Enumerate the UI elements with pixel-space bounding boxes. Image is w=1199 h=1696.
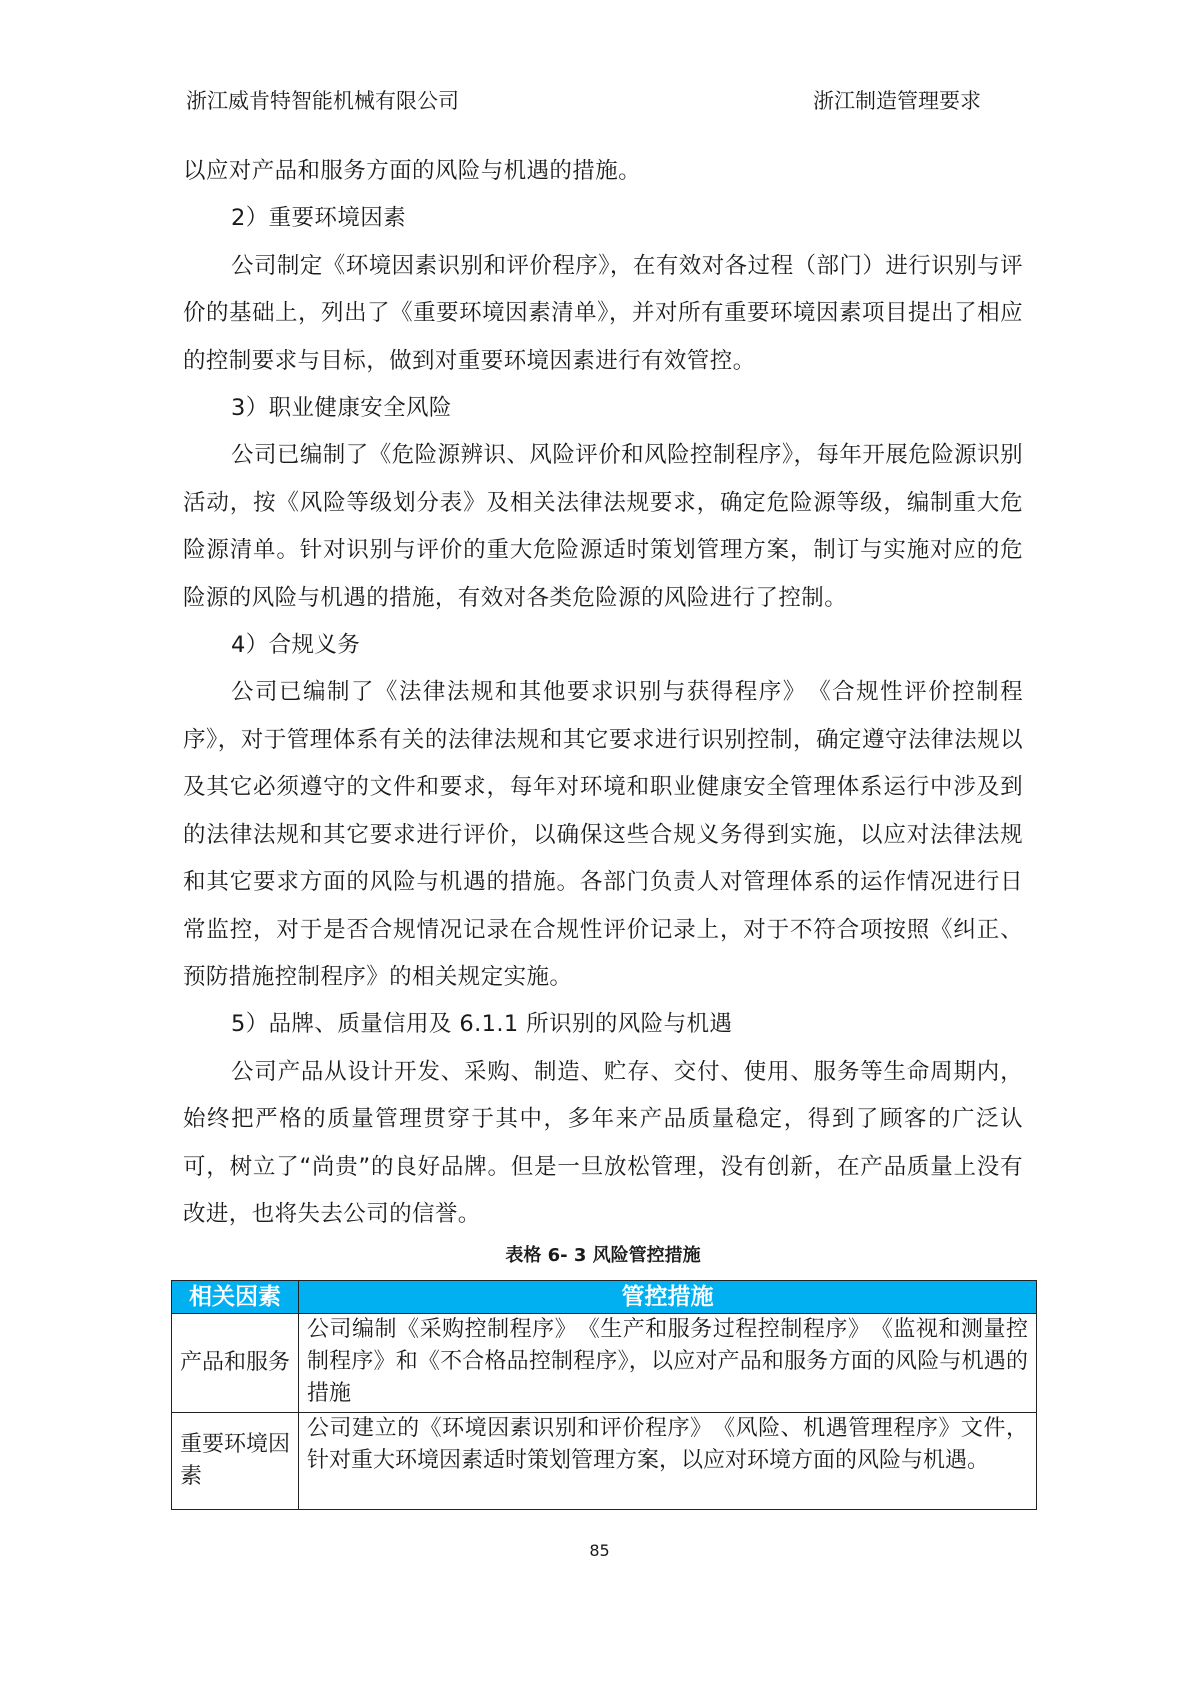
section-heading-ohs-risk: 3）职业健康安全风险 [231,395,452,422]
header-standard: 浙江制造管理要求 [813,89,981,113]
paragraph: 公司已编制了《危险源辨识、风险评价和风险控制程序》，每年开展危险源识别活动，按《风险等级划分表》及相关法律法规要求，确定危险源等级，编制重大危险源清单。针对识别与评价的重大危险源适时策划管理方案，制订与实施对应的危险源的风险与机遇的措施，有效对各类危险源的风险进行了控制。 [183,442,1023,611]
cell-measure: 公司建立的《环境因素识别和评价程序》 《风险、机遇管理程序》文件，针对重大环境因素适时策划管理方案，以应对环境方面的风险与机遇。 [299,1413,1037,1510]
paragraph: 公司制定《环境因素识别和评价程序》，在有效对各过程（部门）进行识别与评价的基础上，列出了《重要环境因素清单》，并对所有重要环境因素项目提出了相应的控制要求与目标，做到对重要环境因素进行有效管控。 [183,252,1023,374]
table-caption: 表格 6- 3 风险管控措施 [505,1245,701,1266]
column-header-measure: 管控措施 [299,1281,1037,1314]
section-heading-compliance: 4）合规义务 [231,632,361,659]
page-header [186,86,981,116]
header-company: 浙江威肯特智能机械有限公司 [186,89,459,113]
risk-control-table [171,1280,1037,1510]
section-heading-brand-quality: 5）品牌、质量信用及 6.1.1 所识别的风险与机遇 [231,1011,733,1038]
table-header-row [172,1281,1037,1314]
cell-factor: 重要环境因素 [172,1413,299,1510]
page-number: 85 [589,1541,610,1560]
document-body [183,148,1023,1238]
table-row [172,1413,1037,1510]
section-heading-environment: 2）重要环境因素 [231,205,407,232]
table-row [172,1314,1037,1413]
cell-factor: 产品和服务 [172,1314,299,1413]
paragraph: 公司产品从设计开发、采购、制造、贮存、交付、使用、服务等生命周期内，始终把严格的质量管理贯穿于其中，多年来产品质量稳定，得到了顾客的广泛认可，树立了“尚贵”的良好品牌。但是一旦放松管理，没有创新，在产品质量上没有改进，也将失去公司的信誉。 [183,1058,1023,1227]
cell-measure: 公司编制《采购控制程序》 《生产和服务过程控制程序》 《监视和测量控制程序》和《不合格品控制程序》，以应对产品和服务方面的风险与机遇的措施 [299,1314,1037,1413]
paragraph: 公司已编制了《法律法规和其他要求识别与获得程序》 《合规性评价控制程序》，对于管理体系有关的法律法规和其它要求进行识别控制，确定遵守法律法规以及其它必须遵守的文件和要求，每年对环境和职业健康安全管理体系运行中涉及到的法律法规和其它要求进行评价，以确保这些合规义务得到实施，以应对法律法规和其它要求方面的风险与机遇的措施。各部门负责人对管理体系的运作情况进行日常监控，对于是否合规情况记录在合规性评价记录上，对于不符合项按照《纠正、预防措施控制程序》的相关规定实施。 [183,679,1023,990]
column-header-factor: 相关因素 [172,1281,299,1314]
paragraph: 以应对产品和服务方面的风险与机遇的措施。 [183,158,642,184]
